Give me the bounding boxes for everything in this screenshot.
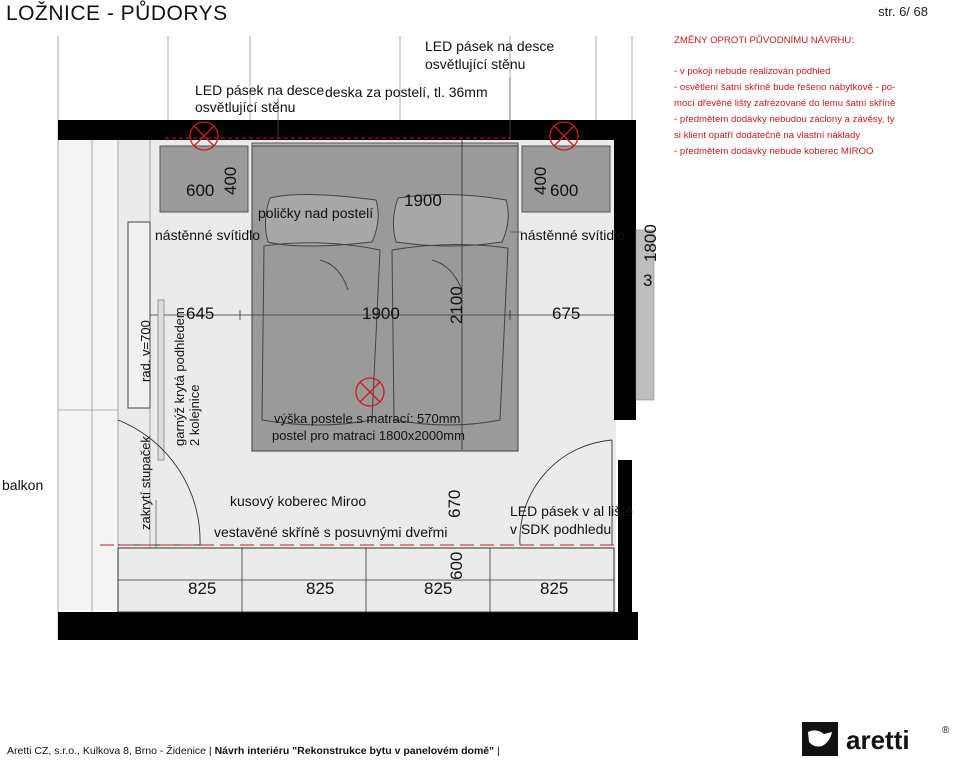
wardrobe-width-3: 825 <box>424 579 453 598</box>
footer-address: Aretti CZ, s.r.o., Kulkova 8, Brno - Židenice | <box>7 745 215 757</box>
balcony-label: balkon <box>2 477 44 493</box>
step-cover-label: zakrytí stupaček <box>138 436 153 530</box>
footer-project: Návrh interiéru "Rekonstrukce bytu v panelovém domě" <box>214 745 495 757</box>
note-line: - osvětlení šatní skříně bude řešeno nábytkově - po- <box>674 82 896 93</box>
note-line: - v pokoji nebude realizován podhled <box>674 66 831 77</box>
rug-label: kusový koberec Miroo <box>230 493 367 509</box>
dim-670: 670 <box>445 489 464 518</box>
radiator-label: rad. v=700 <box>138 320 153 382</box>
led-left-label-2: osvětlující stěnu <box>195 99 296 115</box>
wall-bottom <box>58 612 638 640</box>
bed <box>252 146 518 451</box>
dim-600-wardrobe: 600 <box>447 551 466 580</box>
wall-left-top <box>58 120 120 140</box>
wardrobe-width-4: 825 <box>540 579 569 598</box>
footer-end: | <box>494 745 500 757</box>
dim-600-left: 600 <box>186 181 215 200</box>
note-line: si klient opatří dodatečně na vlastní náklady <box>674 130 861 141</box>
bed-height-label: výška postele s matrací: 570mm <box>274 411 461 426</box>
logo-text: aretti <box>846 725 910 755</box>
wardrobe-width-2: 825 <box>306 579 335 598</box>
led-sdk-label-2: v SDK podhledu <box>510 521 612 537</box>
wall-right <box>614 120 636 420</box>
led-sdk-label: LED pásek v al liště <box>510 503 633 519</box>
wardrobe-width-1: 825 <box>188 579 217 598</box>
page-number: str. 6/ 68 <box>878 4 928 19</box>
dim-645: 645 <box>186 304 215 323</box>
led-top-label-2: osvětlující stěnu <box>425 56 526 72</box>
footer <box>7 745 500 757</box>
page-title: LOŽNICE - PŮDORYS <box>6 2 228 25</box>
curtain-label-2: 2 kolejnice <box>187 384 202 446</box>
dim-600-right: 600 <box>550 181 579 200</box>
dim-2100: 2100 <box>447 286 466 324</box>
note-line: - předmětem dodávky nebude koberec MIROO <box>674 146 874 157</box>
dim-1800: 1800 <box>641 224 660 262</box>
dim-1900-top: 1900 <box>404 191 442 210</box>
note-line: mocí dřevěné lišty zafrézované do lemu šatní skříně <box>674 98 896 109</box>
shelves-label: poličky nad postelí <box>258 205 374 221</box>
lamp-left-label: nástěnné svítidlo <box>155 227 261 243</box>
led-top-label: LED pásek na desce <box>425 38 555 54</box>
dim-675: 675 <box>552 304 581 323</box>
logo-registered: ® <box>942 725 950 736</box>
dim-1900-mid: 1900 <box>362 304 400 323</box>
dim-400-right: 400 <box>531 166 550 195</box>
bed-size-label: postel pro matraci 1800x2000mm <box>272 428 465 443</box>
balcony-area <box>58 140 118 610</box>
wall-top <box>118 120 616 140</box>
note-line: - předmětem dodávky nebudou záclony a závěsy, ty <box>674 114 895 125</box>
notes-heading: ZMĚNY OPROTI PŮVODNÍMU NÁVRHU: <box>674 35 854 46</box>
curtain-label: garnýž krytá podhledem <box>172 307 187 446</box>
lamp-right-label: nástěnné svítidlo <box>520 227 626 243</box>
dim-3: 3 <box>643 271 653 290</box>
dim-400-left: 400 <box>221 166 240 195</box>
led-left-label: LED pásek na desce <box>195 82 325 98</box>
aretti-logo <box>802 722 952 756</box>
desk-label: deska za postelí, tl. 36mm <box>325 84 488 100</box>
wardrobe-label: vestavěné skříně s posuvnými dveřmi <box>214 524 448 540</box>
